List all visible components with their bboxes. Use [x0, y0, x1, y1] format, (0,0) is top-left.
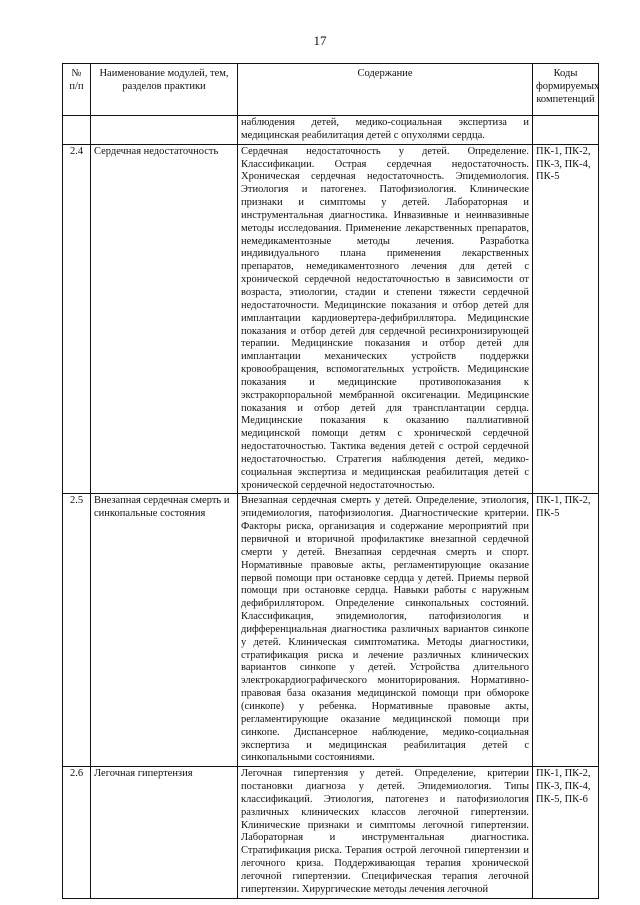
row-competence-codes: ПК-1, ПК-2, ПК-3, ПК-4, ПК-5, ПК-6 — [533, 767, 599, 898]
row-competence-codes: ПК-1, ПК-2, ПК-3, ПК-4, ПК-5 — [533, 144, 599, 494]
header-module-name: Наименование модулей, тем, разделов практики — [91, 64, 238, 116]
row-number: 2.4 — [63, 144, 91, 494]
page-number: 17 — [313, 33, 327, 48]
row-module-name: Сердечная недостаточность — [91, 144, 238, 494]
row-content: Сердечная недостаточность у детей. Определение. Классификации. Острая сердечная недостаточность. Хроническая сердечная недостаточность. Эпидемиология. Этиология и патогенез. Патофизиология. Клинические признаки и симптомы у детей. Лабораторная и инструментальная диагностика. Инвазивные и неинвазивные методы исследования. Применение лекарственных препаратов, немедикаментозные методы лечения. Разработка индивидуального плана применения лекарственных препаратов, немедикаментозного лечения для детей с хронической сердечной недостаточностью в зависимости от возраста, этиологии, стадии и степени тяжести сердечной недостаточности. Медицинские показания и отбор детей для имплантации кардиовертера-дефибриллятора. Медицинские показания и отбор детей для сердечной ресинхронизирующей терапии. Медицинские показания и отбор детей для имплантации механических устройств поддержки кровообращения, вспомогательных устройств. Медицинские показания и медицинские противопоказания к экстракорпоральной мембранной оксигенации. Медицинские показания и отбор детей для трансплантации сердца. Медицинские показания к оказанию паллиативной медицинской помощи детям с хронической сердечной недостаточностью. Тактика ведения детей с острой сердечной недостаточностью. Стратегия наблюдения детей, медико-социальная экспертиза и медицинская реабилитация детей с хронической сердечной недостаточностью. — [238, 144, 533, 494]
row-module-name: Внезапная сердечная смерть и синкопальные состояния — [91, 494, 238, 767]
row-number: 2.5 — [63, 494, 91, 767]
header-content: Содержание — [238, 64, 533, 116]
row-content: Внезапная сердечная смерть у детей. Определение, этиология, эпидемиология, патофизиология. Диагностические критерии. Факторы риска, организация и содержание мероприятий при первичной и вторичной профилактике внезапной сердечной смерти у детей. Внезапная сердечная смерть и спорт. Нормативные правовые акты, регламентирующие оказание первой помощи при остановке сердца у детей. Приемы первой помощи при остановке сердца. Навыки работы с наружным дефибриллятором. Определение синкопальных состояний. Классификация, эпидемиология, патофизиология и дифференциальная диагностика различных вариантов синкопе у детей. Клиническая симптоматика. Методы диагностики, стратификация риска и лечение различных клинических вариантов синкопе у детей. Устройства длительного электрокардиографического мониторирования. Нормативно-правовая база оказания медицинской помощи при обмороке (синкопе) у ребенка. Нормативные правовые акты, регламентирующие оказание медицинской помощи при синкопе. Диспансерное наблюдение, медико-социальная экспертиза и медицинская реабилитация детей с синкопальными состояниями. — [238, 494, 533, 767]
table-row — [63, 116, 599, 145]
header-competence-codes: Коды формируемых компетенций — [533, 64, 599, 116]
table-row — [63, 494, 599, 767]
row-module-name: Легочная гипертензия — [91, 767, 238, 898]
curriculum-table — [62, 63, 599, 899]
row-module-name — [91, 116, 238, 145]
header-number: № п/п — [63, 64, 91, 116]
row-number — [63, 116, 91, 145]
table-header-row — [63, 64, 599, 116]
row-content: Легочная гипертензия у детей. Определение, критерии постановки диагноза у детей. Эпидемиология. Типы классификаций. Этиология, патогенез и патофизиология различных клинических классов легочной гипертензии. Клинические признаки и симптомы легочной гипертензии. Лабораторная и инструментальная диагностика. Стратификация риска. Терапия острой легочной гипертензии и легочного криза. Поддерживающая терапия хронической легочной гипертензии. Специфическая терапия легочной гипертензии. Хирургические методы лечения легочной — [238, 767, 533, 898]
row-competence-codes — [533, 116, 599, 145]
row-content: наблюдения детей, медико-социальная экспертиза и медицинская реабилитация детей с опухолями сердца. — [238, 116, 533, 145]
table-row — [63, 144, 599, 494]
row-number: 2.6 — [63, 767, 91, 898]
table-row — [63, 767, 599, 898]
row-competence-codes: ПК-1, ПК-2, ПК-5 — [533, 494, 599, 767]
